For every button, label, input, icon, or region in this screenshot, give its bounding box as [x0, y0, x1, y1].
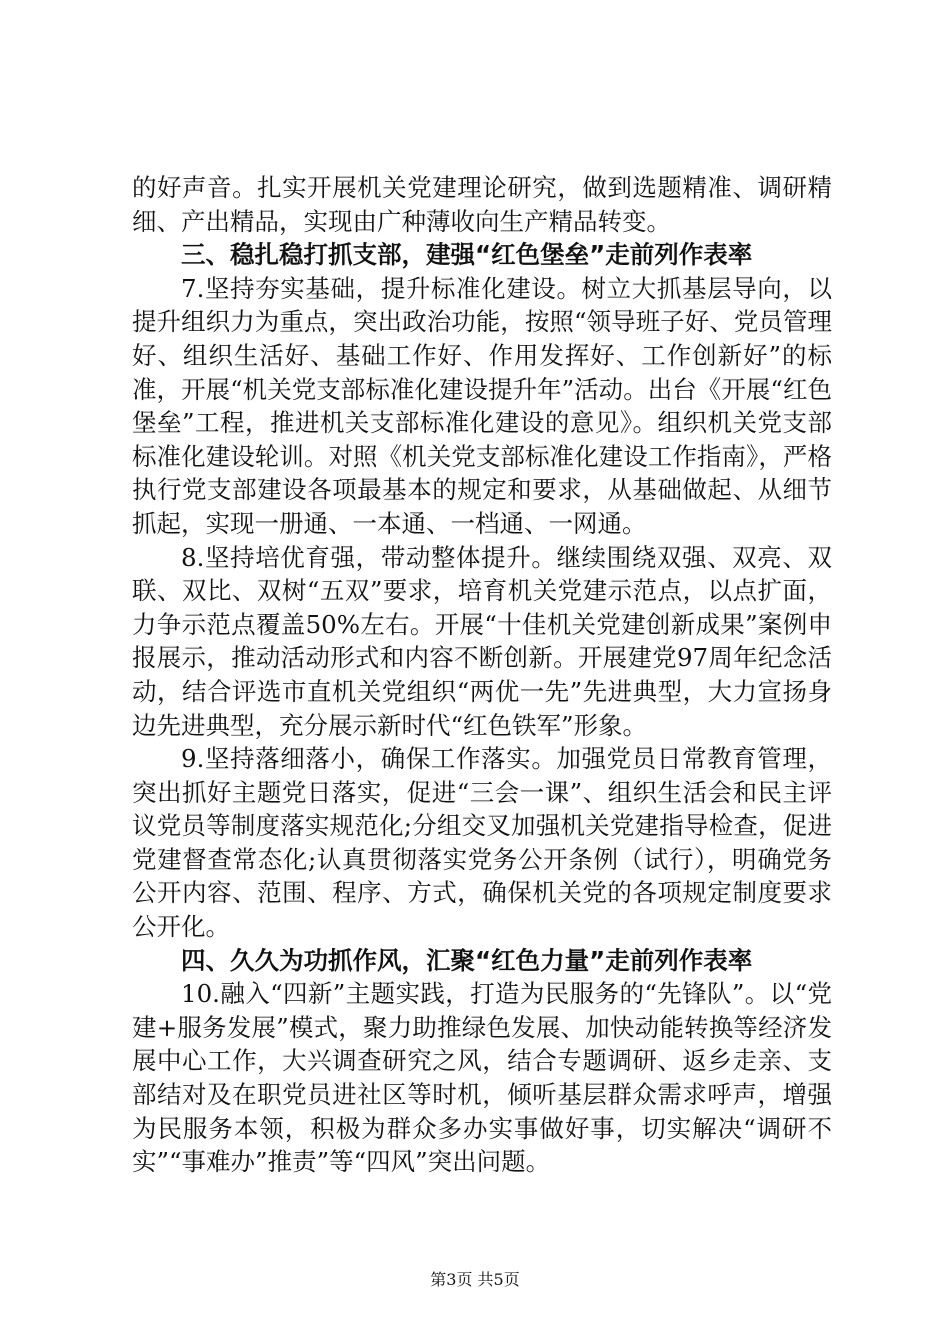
paragraph-10: 10.融入“四新”主题实践，打造为民服务的“先锋队”。以“党建+服务发展”模式，聚力助推绿色发展、加快动能转换等经济发展中心工作，大兴调查研究之风，结合专题调研、返乡走亲、支部结对及在职党员进社区等时机，倾听基层群众需求呼声，增强为民服务本领，积极为群众多办实事做好事，切实解决“调研不实”“事难办”推责”等“四风”突出问题。 [132, 979, 832, 1177]
page-footer [0, 1270, 950, 1290]
document-body [132, 171, 832, 1179]
page-number: 第3页 共5页 [430, 1270, 520, 1289]
paragraph-8: 8.坚持培优育强，带动整体提升。继续围绕双强、双亮、双联、双比、双树“五双”要求，培育机关党建示范点，以点扩面，力争示范点覆盖50%左右。开展“十佳机关党建创新成果”案例申报展示，推动活动形式和内容不断创新。开展建党97周年纪念活动，结合评选市直机关党组织“两优一先”先进典型，大力宣扬身边先进典型，充分展示新时代“红色铁军”形象。 [132, 542, 832, 740]
section-heading-4: 四、久久为功抓作风，汇聚“红色力量”走前列作表率 [181, 945, 753, 975]
paragraph-9: 9.坚持落细落小，确保工作落实。加强党员日常教育管理，突出抓好主题党日落实，促进“三会一课”、组织生活会和民主评议党员等制度落实规范化;分组交叉加强机关党建指导检查，促进党建督查常态化;认真贯彻落实党务公开条例（试行），明确党务公开内容、范围、程序、方式，确保机关党的各项规定制度要求公开化。 [132, 744, 832, 942]
paragraph-7: 7.坚持夯实基础，提升标准化建设。树立大抓基层导向，以提升组织力为重点，突出政治功能，按照“领导班子好、党员管理好、组织生活好、基础工作好、作用发挥好、工作创新好”的标准，开展“机关党支部标准化建设提升年”活动。出台《开展“红色堡垒”工程，推进机关支部标准化建设的意见》。组织机关党支部标准化建设轮训。对照《机关党支部标准化建设工作指南》，严格执行党支部建设各项最基本的规定和要求，从基础做起、从细节抓起，实现一册通、一本通、一档通、一网通。 [132, 273, 832, 538]
paragraph-intro: 的好声音。扎实开展机关党建理论研究，做到选题精准、调研精细、产出精品，实现由广种薄收向生产精品转变。 [132, 173, 832, 236]
section-heading-3: 三、稳扎稳打抓支部，建强“红色堡垒”走前列作表率 [181, 240, 753, 270]
